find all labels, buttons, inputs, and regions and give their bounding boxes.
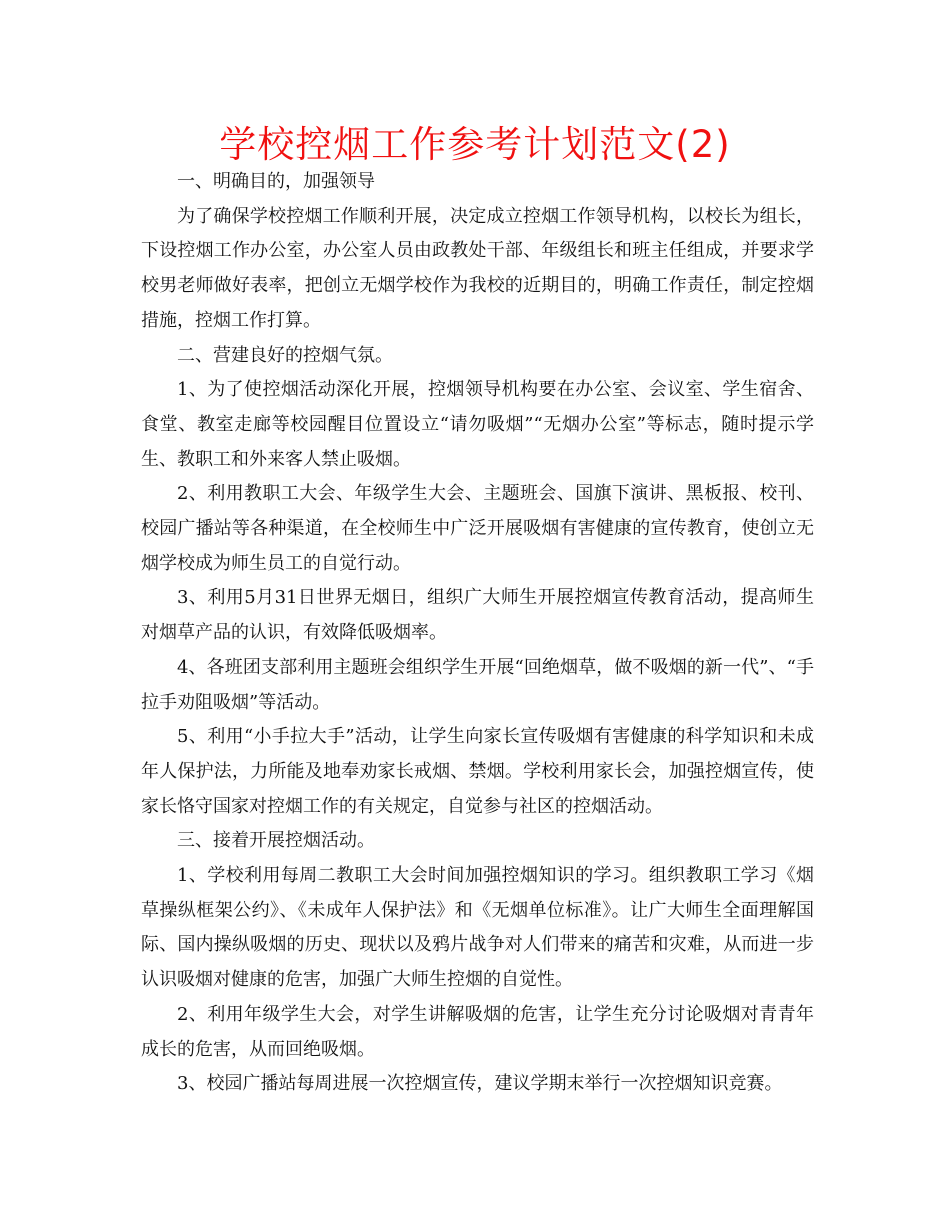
document-body [141, 165, 814, 1102]
section-heading-1: 一、明确目的，加强领导 [177, 171, 375, 192]
document-title: 学校控烟工作参考计划范文(2) [219, 123, 731, 166]
paragraph: 1、为了使控烟活动深化开展，控烟领导机构要在办公室、会议室、学生宿舍、食堂、教室走廊等校园醒目位置设立“请勿吸烟”“无烟办公室”等标志，随时提示学生、教职工和外来客人禁止吸烟。 [141, 379, 814, 470]
paragraph: 4、各班团支部利用主题班会组织学生开展“回绝烟草，做不吸烟的新一代”、“手拉手劝阻吸烟”等活动。 [141, 656, 814, 713]
section-heading-3: 三、接着开展控烟活动。 [177, 830, 375, 852]
paragraph: 1、学校利用每周二教职工大会时间加强控烟知识的学习。组织教职工学习《烟草操纵框架公约》、《未成年人保护法》和《无烟单位标准》。让广大师生全面理解国际、国内操纵吸烟的历史、现状以及鸦片战争对人们带来的痛苦和灾难，从而进一步认识吸烟对健康的危害，加强广大师生控烟的自觉性。 [141, 865, 814, 991]
paragraph: 3、校园广播站每周进展一次控烟宣传，建议学期末举行一次控烟知识竞赛。 [177, 1073, 783, 1095]
section-heading-2: 二、营建良好的控烟气氛。 [177, 344, 393, 366]
paragraph: 5、利用“小手拉大手”活动，让学生向家长宣传吸烟有害健康的科学知识和未成年人保护法，力所能及地奉劝家长戒烟、禁烟。学校利用家长会，加强控烟宣传，使家长恪守国家对控烟工作的有关规定，自觉参与社区的控烟活动。 [141, 726, 814, 817]
paragraph: 为了确保学校控烟工作顺利开展，决定成立控烟工作领导机构，以校长为组长，下设控烟工作办公室，办公室人员由政教处干部、年级组长和班主任组成，并要求学校男老师做好表率，把创立无烟学校作为我校的近期目的，明确工作责任，制定控烟措施，控烟工作打算。 [141, 205, 814, 331]
paragraph: 2、利用教职工大会、年级学生大会、主题班会、国旗下演讲、黑板报、校刊、校园广播站等各种渠道，在全校师生中广泛开展吸烟有害健康的宣传教育，使创立无烟学校成为师生员工的自觉行动。 [141, 483, 814, 574]
paragraph: 2、利用年级学生大会，对学生讲解吸烟的危害，让学生充分讨论吸烟对青青年成长的危害，从而回绝吸烟。 [141, 1003, 814, 1060]
paragraph: 3、利用5月31日世界无烟日，组织广大师生开展控烟宣传教育活动，提高师生对烟草产品的认识，有效降低吸烟率。 [141, 587, 814, 644]
